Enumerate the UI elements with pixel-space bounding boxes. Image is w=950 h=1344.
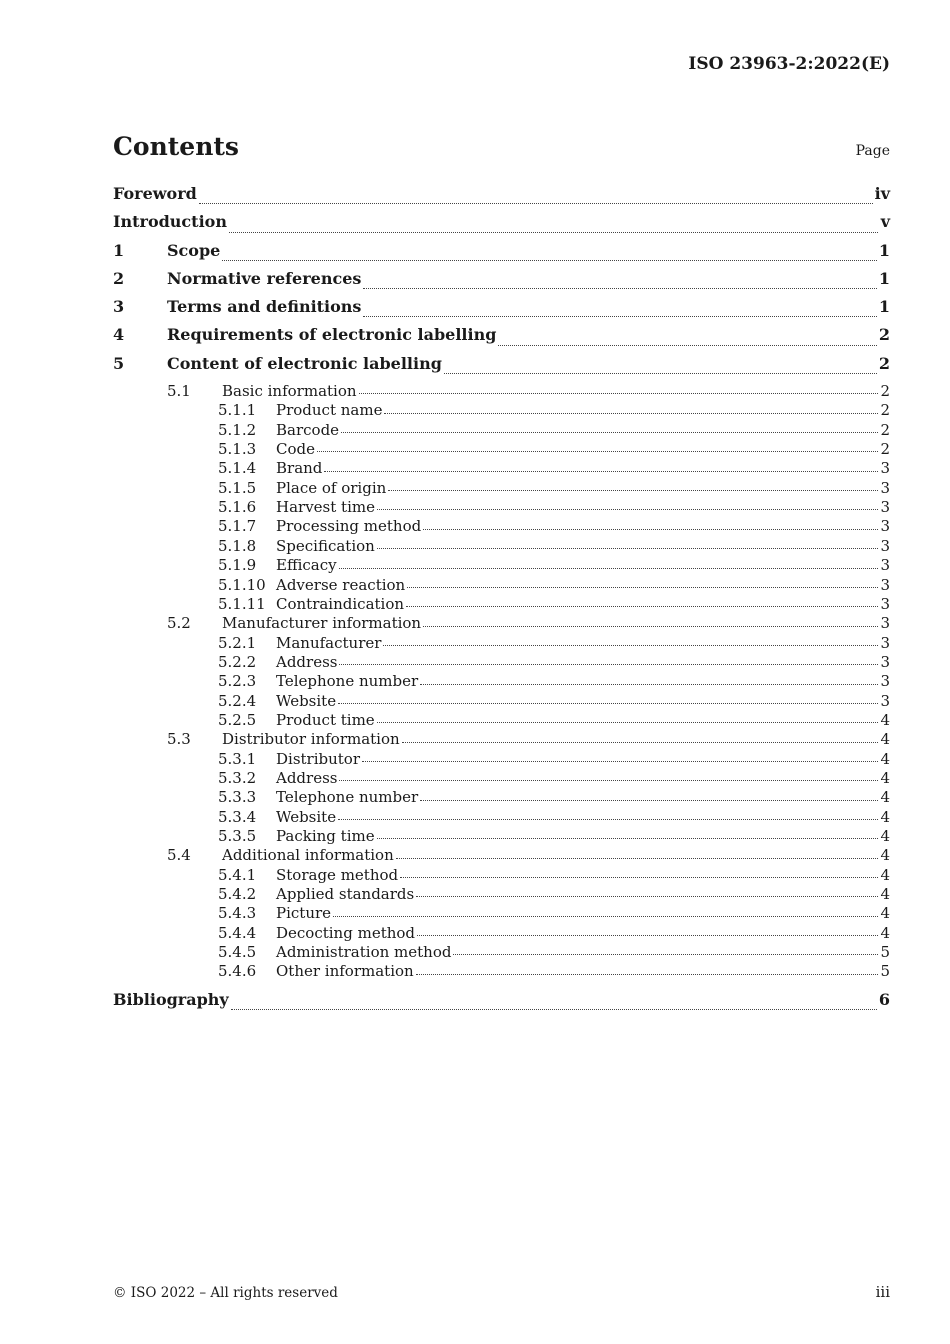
page-title: Contents: [113, 132, 240, 161]
toc-entry[interactable]: [113, 846, 890, 865]
toc-entry-label: Harvest time: [276, 498, 375, 517]
toc-dot-leader: [231, 1008, 877, 1010]
toc-entry-label: Normative references: [167, 268, 362, 288]
toc-entry-label: Decocting method: [276, 923, 416, 942]
toc-entry[interactable]: [113, 990, 890, 1018]
toc-dot-leader: [402, 741, 878, 743]
toc-entry-number: 3: [113, 297, 125, 317]
toc-entry-page: 3: [880, 691, 890, 710]
toc-entry-page: 3: [880, 633, 890, 652]
toc-entry-page: 4: [880, 788, 890, 807]
toc-entry-page: 4: [880, 807, 890, 826]
toc-dot-leader: [400, 876, 878, 878]
toc-entry-label: Requirements of electronic labelling: [167, 325, 497, 345]
toc-entry-page: iv: [874, 184, 890, 203]
toc-entry-page: 4: [880, 904, 890, 923]
toc-entry-label: Telephone number: [276, 672, 419, 691]
toc-entry-label: Distributor: [276, 749, 361, 768]
toc-dot-leader: [444, 372, 877, 374]
toc-entry[interactable]: [113, 382, 890, 401]
toc-entry-number: 5.1.9: [218, 556, 257, 575]
toc-dot-leader: [339, 779, 878, 781]
toc-entry-number: 5.3.2: [218, 768, 257, 787]
toc-dot-leader: [407, 586, 878, 588]
toc-entry-page: 2: [878, 353, 890, 373]
toc-dot-leader: [341, 431, 878, 433]
toc-dot-leader: [396, 857, 878, 859]
toc-entry-number: 5.4.2: [218, 885, 257, 904]
toc-dot-leader: [498, 344, 876, 346]
toc-entry-number: 5.1.4: [218, 459, 257, 478]
toc-entry[interactable]: [113, 653, 890, 672]
toc-dot-leader: [362, 760, 878, 762]
toc-entry-number: 5: [113, 353, 125, 373]
page-column-label: Page: [855, 143, 890, 159]
toc-entry-page: 3: [880, 536, 890, 555]
toc-entry-label: Applied standards: [276, 885, 415, 904]
toc-entry[interactable]: [113, 354, 890, 382]
toc-entry-label: Content of electronic labelling: [167, 353, 442, 373]
toc-entry[interactable]: [113, 788, 890, 807]
toc-entry-page: 5: [880, 962, 890, 981]
toc-entry[interactable]: [113, 440, 890, 459]
toc-entry-number: 5.2.5: [218, 710, 257, 729]
toc-entry-label: Efficacy: [276, 556, 337, 575]
toc-entry-label: Bibliography: [113, 989, 229, 1009]
toc-dot-leader: [388, 489, 878, 491]
toc-entry[interactable]: [113, 556, 890, 575]
toc-entry-page: 3: [880, 478, 890, 497]
toc-entry-label: Additional information: [222, 846, 394, 865]
toc-entry-page: 5: [880, 943, 890, 962]
toc-entry[interactable]: [113, 924, 890, 943]
toc-dot-leader: [423, 528, 878, 530]
toc-entry-number: 5.3.3: [218, 788, 257, 807]
toc-entry[interactable]: [113, 269, 890, 297]
toc-entry-page: v: [880, 212, 890, 232]
toc-entry[interactable]: [113, 595, 890, 614]
toc-entry-number: 5.4.3: [218, 904, 257, 923]
toc-entry[interactable]: [113, 517, 890, 536]
toc-entry[interactable]: [113, 692, 890, 711]
toc-entry-page: 2: [878, 325, 890, 345]
toc-dot-leader: [384, 412, 878, 414]
toc-entry[interactable]: [113, 827, 890, 846]
toc-dot-leader: [417, 934, 878, 936]
toc-entry-page: 2: [880, 401, 890, 420]
toc-entry-page: 4: [880, 710, 890, 729]
table-of-contents: [113, 184, 890, 1018]
toc-entry-page: 1: [878, 297, 890, 317]
toc-dot-leader: [420, 683, 878, 685]
toc-entry[interactable]: [113, 421, 890, 440]
toc-entry-number: 5.1.2: [218, 420, 257, 439]
toc-entry[interactable]: [113, 904, 890, 923]
toc-entry[interactable]: [113, 479, 890, 498]
toc-entry[interactable]: [113, 672, 890, 691]
toc-dot-leader: [453, 953, 878, 955]
toc-entry-label: Place of origin: [276, 478, 387, 497]
toc-entry-label: Website: [276, 691, 337, 710]
toc-entry[interactable]: [113, 750, 890, 769]
toc-entry-label: Scope: [167, 240, 221, 260]
toc-entry-number: 5.4: [167, 846, 191, 865]
toc-entry-number: 5.2: [167, 614, 191, 633]
toc-entry-number: 5.3.1: [218, 749, 257, 768]
toc-entry-number: 1: [113, 240, 125, 260]
toc-entry[interactable]: [113, 885, 890, 904]
toc-entry-number: 5.4.1: [218, 865, 257, 884]
toc-entry-page: 4: [880, 749, 890, 768]
toc-entry-number: 5.4.5: [218, 943, 257, 962]
toc-dot-leader: [377, 547, 878, 549]
toc-entry[interactable]: [113, 962, 890, 981]
toc-entry-number: 5.1: [167, 382, 191, 401]
toc-entry-label: Specification: [276, 536, 375, 555]
toc-entry-number: 5.1.1: [218, 401, 257, 420]
toc-dot-leader: [377, 508, 878, 510]
toc-dot-leader: [377, 721, 878, 723]
toc-entry-number: 5.3: [167, 730, 191, 749]
toc-entry[interactable]: [113, 401, 890, 420]
toc-entry-label: Telephone number: [276, 788, 419, 807]
toc-entry-label: Brand: [276, 459, 323, 478]
toc-dot-leader: [363, 315, 876, 317]
toc-entry-page: 4: [880, 885, 890, 904]
toc-entry-label: Adverse reaction: [276, 575, 406, 594]
toc-dot-leader: [359, 392, 878, 394]
toc-entry-page: 3: [880, 672, 890, 691]
toc-entry-number: 5.1.8: [218, 536, 257, 555]
toc-entry[interactable]: [113, 866, 890, 885]
toc-entry[interactable]: [113, 614, 890, 633]
toc-entry-number: 5.4.6: [218, 962, 257, 981]
toc-entry-page: 6: [878, 989, 890, 1009]
toc-entry-number: 5.2.1: [218, 633, 257, 652]
toc-entry[interactable]: [113, 498, 890, 517]
toc-entry-label: Processing method: [276, 517, 422, 536]
document-id: ISO 23963-2:2022(E): [688, 54, 890, 74]
toc-dot-leader: [416, 973, 878, 975]
toc-entry[interactable]: [113, 297, 890, 325]
toc-entry-number: 5.1.11: [218, 594, 266, 613]
toc-entry-label: Basic information: [222, 382, 357, 401]
toc-entry-number: 5.1.6: [218, 498, 257, 517]
toc-entry[interactable]: [113, 212, 890, 240]
toc-entry[interactable]: [113, 634, 890, 653]
toc-entry-page: 2: [880, 420, 890, 439]
toc-dot-leader: [416, 895, 878, 897]
toc-entry-page: 3: [880, 556, 890, 575]
toc-entry-page: 3: [880, 575, 890, 594]
toc-entry-label: Barcode: [276, 420, 340, 439]
toc-entry[interactable]: [113, 325, 890, 353]
toc-entry-number: 5.2.4: [218, 691, 257, 710]
toc-entry[interactable]: [113, 711, 890, 730]
toc-entry-label: Introduction: [113, 212, 227, 232]
toc-entry-page: 1: [878, 268, 890, 288]
toc-entry-number: 5.2.3: [218, 672, 257, 691]
toc-entry-label: Other information: [276, 962, 414, 981]
toc-entry-number: 2: [113, 268, 125, 288]
toc-entry-page: 2: [880, 382, 890, 401]
toc-entry-page: 4: [880, 846, 890, 865]
toc-entry[interactable]: [113, 241, 890, 269]
toc-entry-page: 3: [880, 498, 890, 517]
toc-entry[interactable]: [113, 808, 890, 827]
toc-entry-page: 3: [880, 594, 890, 613]
toc-entry-label: Manufacturer information: [222, 614, 422, 633]
toc-entry[interactable]: [113, 459, 890, 478]
toc-entry-label: Terms and definitions: [167, 297, 362, 317]
toc-entry-label: Product name: [276, 401, 383, 420]
toc-dot-leader: [333, 915, 878, 917]
toc-entry-page: 4: [880, 768, 890, 787]
toc-entry-number: 5.1.5: [218, 478, 257, 497]
toc-entry-label: Foreword: [113, 184, 197, 203]
toc-entry-page: 4: [880, 730, 890, 749]
toc-dot-leader: [420, 799, 878, 801]
toc-dot-leader: [222, 259, 877, 261]
toc-entry[interactable]: [113, 769, 890, 788]
toc-entry-label: Administration method: [276, 943, 452, 962]
toc-dot-leader: [339, 567, 878, 569]
toc-dot-leader: [383, 644, 878, 646]
toc-entry-number: 4: [113, 325, 125, 345]
toc-entry-label: Address: [276, 768, 338, 787]
toc-entry-page: 4: [880, 865, 890, 884]
toc-dot-leader: [229, 231, 878, 233]
footer-page-number: iii: [875, 1283, 890, 1301]
toc-entry-number: 5.3.4: [218, 807, 257, 826]
toc-entry-label: Manufacturer: [276, 633, 382, 652]
toc-dot-leader: [377, 837, 878, 839]
toc-dot-leader: [363, 287, 876, 289]
footer-copyright: © ISO 2022 – All rights reserved: [113, 1285, 338, 1301]
toc-entry-number: 5.2.2: [218, 652, 257, 671]
toc-dot-leader: [339, 663, 878, 665]
toc-entry-label: Address: [276, 652, 338, 671]
toc-entry-page: 4: [880, 923, 890, 942]
toc-entry-label: Website: [276, 807, 337, 826]
toc-entry-number: 5.1.3: [218, 440, 257, 459]
toc-entry-number: 5.3.5: [218, 826, 257, 845]
toc-dot-leader: [317, 450, 878, 452]
toc-dot-leader: [324, 470, 878, 472]
toc-entry[interactable]: [113, 730, 890, 749]
toc-entry-label: Code: [276, 440, 315, 459]
toc-entry-page: 4: [880, 826, 890, 845]
toc-entry[interactable]: [113, 943, 890, 962]
toc-entry-page: 3: [880, 614, 890, 633]
toc-entry-page: 3: [880, 652, 890, 671]
toc-dot-leader: [406, 605, 878, 607]
toc-entry-page: 3: [880, 459, 890, 478]
toc-entry-page: 1: [878, 240, 890, 260]
toc-entry-number: 5.1.7: [218, 517, 257, 536]
toc-entry-label: Picture: [276, 904, 332, 923]
toc-entry-label: Distributor information: [222, 730, 400, 749]
toc-entry-label: Packing time: [276, 826, 375, 845]
toc-entry[interactable]: [113, 537, 890, 556]
toc-entry-label: Product time: [276, 710, 375, 729]
toc-entry-label: Storage method: [276, 865, 399, 884]
toc-dot-leader: [423, 625, 878, 627]
toc-entry-page: 2: [880, 440, 890, 459]
toc-entry-number: 5.4.4: [218, 923, 257, 942]
toc-entry-number: 5.1.10: [218, 575, 266, 594]
toc-dot-leader: [199, 202, 873, 204]
toc-entry-page: 3: [880, 517, 890, 536]
toc-dot-leader: [338, 702, 878, 704]
toc-entry[interactable]: [113, 576, 890, 595]
toc-entry-label: Contraindication: [276, 594, 405, 613]
toc-entry[interactable]: [113, 184, 890, 212]
toc-dot-leader: [338, 818, 878, 820]
